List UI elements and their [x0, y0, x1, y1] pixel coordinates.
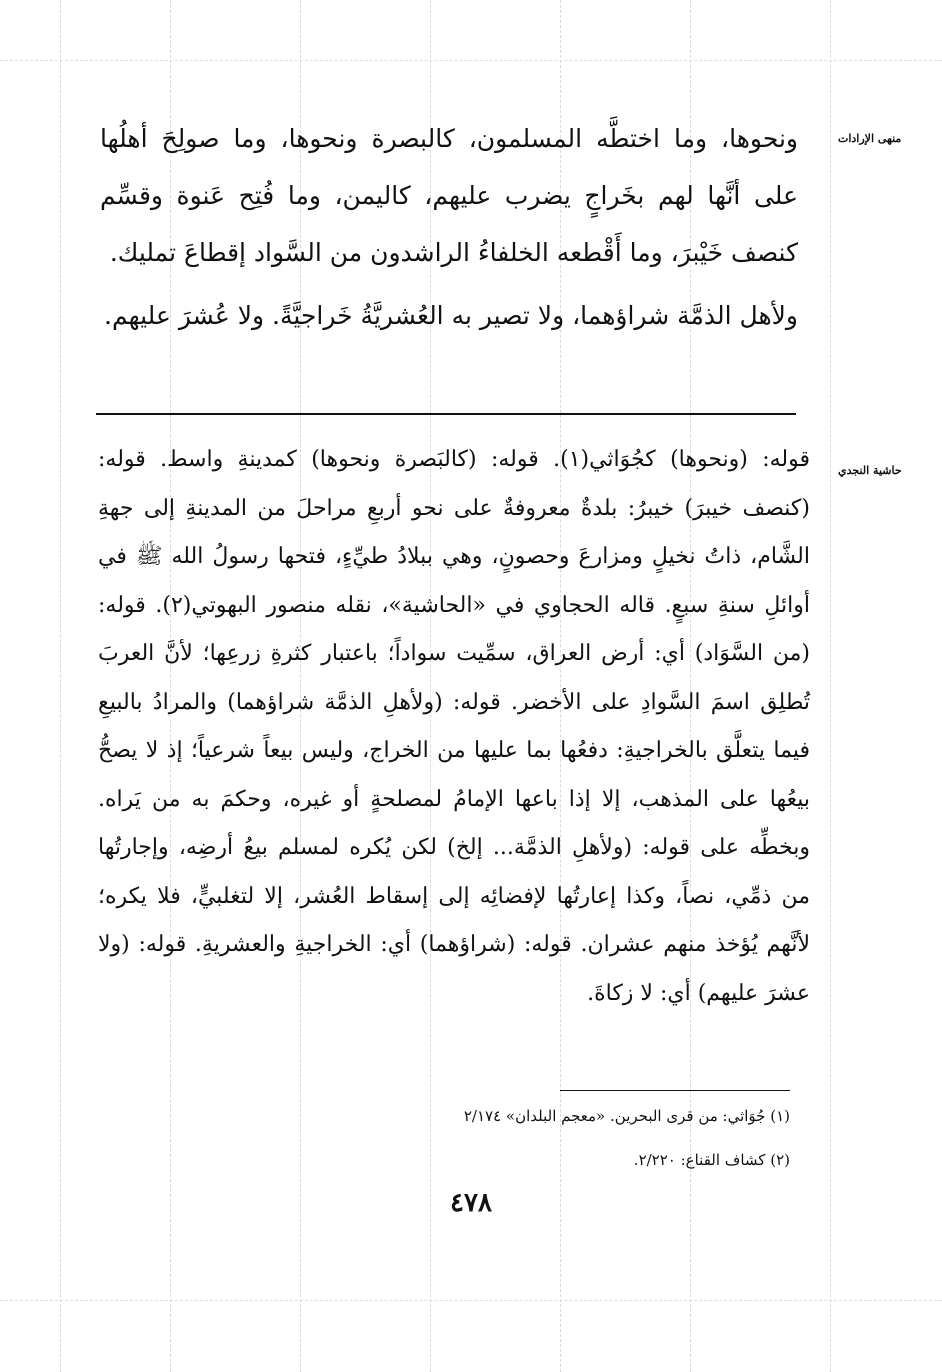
footnotes [300, 1094, 790, 1182]
section-divider [96, 413, 796, 415]
guide-line [0, 60, 942, 61]
footnote-divider [560, 1090, 790, 1091]
footnote: (٢) كشاف القناع: ٢/٢٢٠. [633, 1151, 790, 1169]
side-label-main: منهى الإرادات [838, 132, 902, 145]
commentary-text [98, 436, 810, 1018]
main-paragraph: ونحوها، وما اختطَّه المسلمون، كالبصرة ونحوها، وما صولِحَ أهلُها على أنَّها لهم بخَراجٍ يضرب عليهم، كاليمن، وما فُتِح عَنوة وقسِّم كنصف خَيْبرَ، وما أَقْطعه الخلفاءُ الراشدون من السَّواد إقطاعَ تمليك. [100, 124, 798, 267]
guide-line [60, 0, 61, 1372]
guide-line [0, 1300, 942, 1301]
page-number: ٤٧٨ [450, 1188, 492, 1218]
guide-line [830, 0, 831, 1372]
side-label-commentary: حاشية النجدي [838, 464, 902, 477]
main-text [100, 110, 798, 344]
main-paragraph: ولأهل الذمَّة شراؤهما، ولا تصير به العُشريَّةُ خَراجيَّةً. ولا عُشرَ عليهم. [104, 301, 798, 330]
footnote: (١) جُوَاثي: من قرى البحرين. «معجم البلدان» ٢/١٧٤ [463, 1107, 790, 1125]
commentary-paragraph: قوله: (ونحوها) كجُوَاثي(١). قوله: (كالبَصرة ونحوها) كمدينةِ واسط. قوله: (كنصف خيبرَ) خيبرُ: بلدةٌ معروفةٌ على نحو أربعِ مراحلَ من المدينةِ إلى جهةِ الشَّام، ذاتُ نخيلٍ ومزارعَ وحصونٍ، وهي ببلادُ طيِّءٍ، فتحها رسولُ الله ﷺ في أوائلِ سنةِ سبعٍ. قاله الحجاوي في «الحاشية»، نقله منصور البهوتي(٢). قوله: (من السَّوَاد) أي: أرض العراق، سمِّيت سواداً؛ باعتبار كثرةِ زرعِها؛ لأنَّ العربَ تُطلِق اسمَ السَّوادِ على الأخضر. قوله: (ولأهلِ الذمَّة شراؤهما) والمرادُ بالبيعِ فيما يتعلَّق بالخراجيةِ: دفعُها بما عليها من الخراج، وليس بيعاً شرعياً؛ إذ لا يصحُّ بيعُها على المذهب، إلا إذا باعها الإمامُ لمصلحةٍ أو غيره، وحكمَ به من يَراه. وبخطِّه على قوله: (ولأهلِ الذمَّة... إلخ) لكن يُكره لمسلم بيعُ أرضِه، وإجارتُها من ذمِّي، نصاً، وكذا إعارتُها لإفضائِه إلى إسقاط العُشر، إلا لتغلبيٍّ، فلا يكره؛ لأنَّهم يُؤخذ منهم عشران. قوله: (شراؤهما) أي: الخراجيةِ والعشريةِ. قوله: (ولا عشرَ عليهم) أي: لا زكاةَ. [98, 447, 810, 1006]
